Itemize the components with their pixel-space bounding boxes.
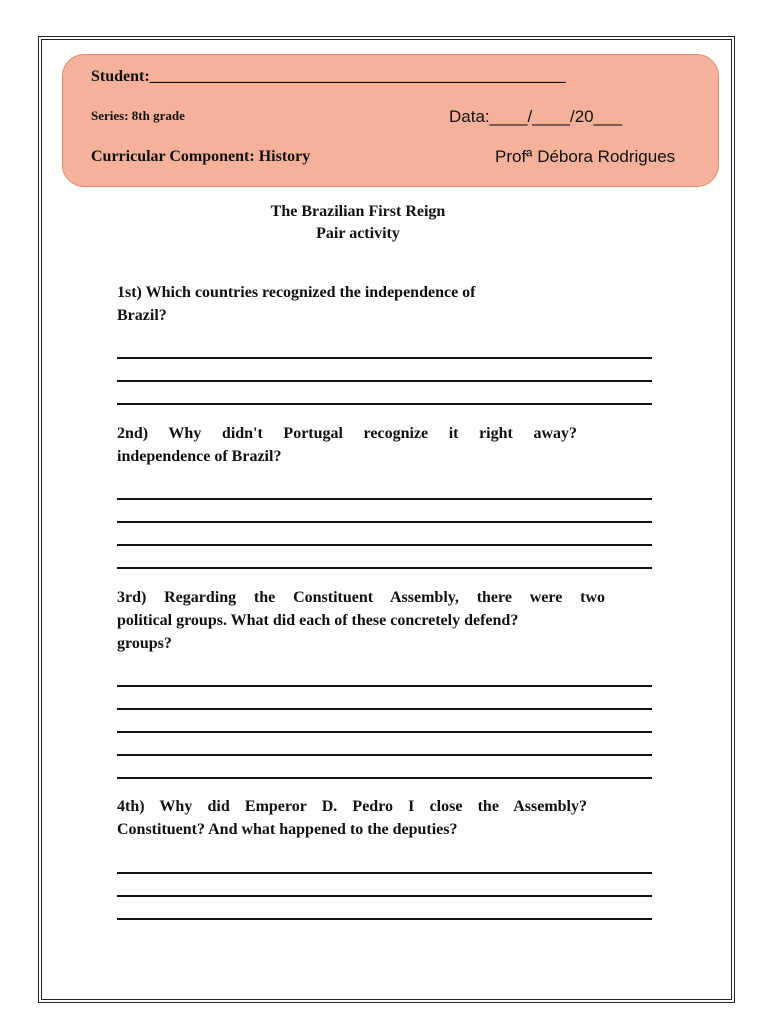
- answer-line[interactable]: [117, 731, 652, 733]
- worksheet-subtitle: Pair activity: [316, 225, 400, 242]
- question-2-line-2: independence of Brazil?: [117, 448, 282, 465]
- answer-line[interactable]: [117, 754, 652, 756]
- answer-line[interactable]: [117, 918, 652, 920]
- question-1-line-1: 1st) Which countries recognized the independence of: [117, 284, 476, 301]
- answer-line[interactable]: [117, 685, 652, 687]
- answer-line[interactable]: [117, 380, 652, 382]
- series-label: Series: 8th grade: [91, 108, 185, 123]
- answer-line[interactable]: [117, 544, 652, 546]
- question-2-line-1: 2nd) Why didn't Portugal recognize it right away?: [117, 425, 577, 442]
- answer-line[interactable]: [117, 498, 652, 500]
- answer-line[interactable]: [117, 357, 652, 359]
- question-3-line-2: political groups. What did each of these concretely defend?: [117, 612, 519, 629]
- question-4: [117, 795, 587, 841]
- worksheet-title: The Brazilian First Reign: [270, 203, 446, 220]
- question-4-line-1: 4th) Why did Emperor D. Pedro I close the Assembly?: [117, 798, 587, 815]
- answer-line[interactable]: [117, 708, 652, 710]
- question-1: [117, 281, 527, 327]
- answer-line[interactable]: [117, 521, 652, 523]
- question-4-line-2: Constituent? And what happened to the deputies?: [117, 821, 458, 838]
- question-2: [117, 422, 577, 468]
- curricular-component-label: Curricular Component: History: [91, 148, 311, 165]
- teacher-name: Profª Débora Rodrigues: [495, 147, 676, 166]
- question-3: [117, 586, 605, 655]
- date-field[interactable]: Data:____/____/20___: [449, 107, 622, 126]
- header-box: [62, 54, 719, 187]
- answer-line[interactable]: [117, 895, 652, 897]
- question-3-line-1: 3rd) Regarding the Constituent Assembly, there were two: [117, 589, 605, 606]
- answer-line[interactable]: [117, 777, 652, 779]
- answer-line[interactable]: [117, 403, 652, 405]
- answer-line[interactable]: [117, 872, 652, 874]
- question-1-line-2: Brazil?: [117, 307, 167, 324]
- student-field[interactable]: Student:____________________________________________________: [91, 68, 566, 85]
- answer-line[interactable]: [117, 567, 652, 569]
- question-3-line-3: groups?: [117, 635, 172, 652]
